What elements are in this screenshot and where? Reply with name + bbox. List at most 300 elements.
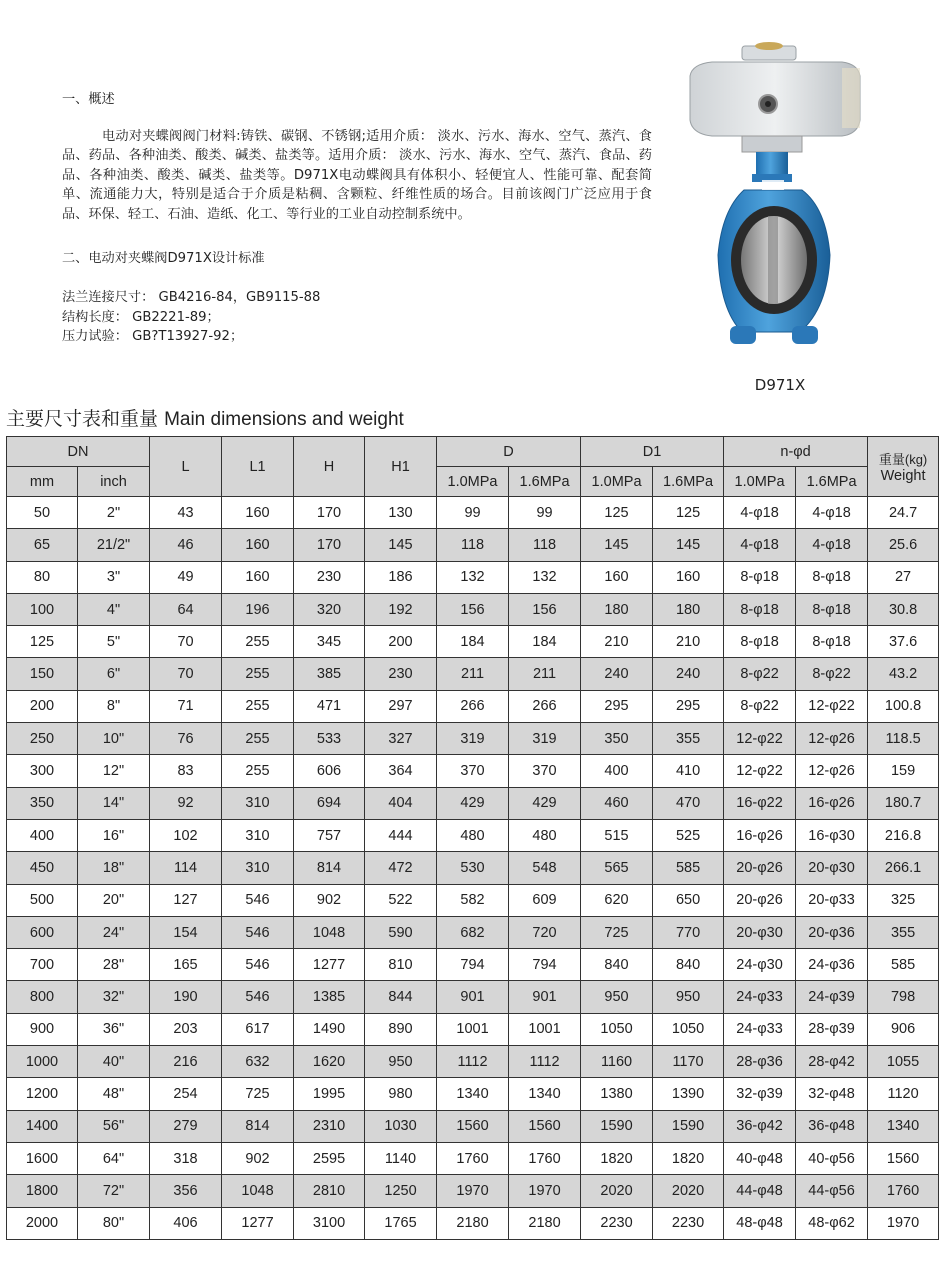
- cell-h: 345: [294, 626, 365, 658]
- cell-d1-10: 1820: [581, 1142, 653, 1174]
- cell-mm: 200: [7, 690, 78, 722]
- overview-paragraph: 电动对夹蝶阀阀门材料:铸铁、碳钢、不锈钢;适用介质： 淡水、污水、海水、空气、蒸汽、食品、药品、各种油类、酸类、碱类、盐类等。适用介质： 淡水、污水、海水、空气、蒸汽、食品、药品、各种油类、酸类、碱类、盐类等。D971X电动蝶阀具有体积小、轻便宜人、性能可靠、配套简单、流通能力大，特别是适合于介质是粘稠、含颗粒、纤维性质的场合。目前该阀门广泛应用于食品、环保、轻工、石油、造纸、化工、等行业的工业自动控制系统中。: [62, 128, 652, 222]
- cell-inch: 56": [78, 1110, 150, 1142]
- cell-mm: 800: [7, 981, 78, 1013]
- cell-l: 76: [150, 723, 222, 755]
- table-row: [7, 819, 939, 851]
- cell-n-16: 32-φ48: [796, 1078, 868, 1110]
- cell-d1-10: 2020: [581, 1175, 653, 1207]
- cell-l: 43: [150, 497, 222, 529]
- cell-n-10: 40-φ48: [724, 1142, 796, 1174]
- cell-n-10: 16-φ22: [724, 787, 796, 819]
- cell-h1: 472: [365, 852, 437, 884]
- cell-mm: 1200: [7, 1078, 78, 1110]
- cell-d-10: 156: [437, 593, 509, 625]
- cell-n-10: 8-φ18: [724, 561, 796, 593]
- cell-d-10: 682: [437, 916, 509, 948]
- table-body: [7, 497, 939, 1240]
- cell-d1-10: 1050: [581, 1013, 653, 1045]
- cell-inch: 48": [78, 1078, 150, 1110]
- intro-section: [62, 86, 652, 347]
- cell-d1-16: 2020: [653, 1175, 724, 1207]
- cell-n-10: 48-φ48: [724, 1207, 796, 1239]
- cell-h: 230: [294, 561, 365, 593]
- cell-h1: 844: [365, 981, 437, 1013]
- cell-n-16: 40-φ56: [796, 1142, 868, 1174]
- cell-d1-16: 1050: [653, 1013, 724, 1045]
- table-row: [7, 787, 939, 819]
- cell-d1-10: 350: [581, 723, 653, 755]
- table-row: [7, 529, 939, 561]
- cell-d1-10: 1590: [581, 1110, 653, 1142]
- standard-length: 结构长度： GB2221-89；: [62, 309, 220, 325]
- cell-n-10: 36-φ42: [724, 1110, 796, 1142]
- cell-d-10: 1340: [437, 1078, 509, 1110]
- cell-d-16: 548: [509, 852, 581, 884]
- cell-d1-16: 470: [653, 787, 724, 819]
- cell-d1-10: 160: [581, 561, 653, 593]
- cell-h: 170: [294, 529, 365, 561]
- cell-d-10: 1001: [437, 1013, 509, 1045]
- cell-mm: 65: [7, 529, 78, 561]
- cell-n-16: 36-φ48: [796, 1110, 868, 1142]
- cell-mm: 50: [7, 497, 78, 529]
- cell-d-16: 480: [509, 819, 581, 851]
- cell-d-10: 319: [437, 723, 509, 755]
- header-d1-10: 1.0MPa: [581, 467, 653, 497]
- cell-inch: 6": [78, 658, 150, 690]
- cell-d1-10: 620: [581, 884, 653, 916]
- cell-n-16: 48-φ62: [796, 1207, 868, 1239]
- cell-mm: 80: [7, 561, 78, 593]
- header-dn: DN: [7, 437, 150, 467]
- cell-d-16: 1001: [509, 1013, 581, 1045]
- cell-d1-16: 210: [653, 626, 724, 658]
- cell-inch: 14": [78, 787, 150, 819]
- cell-h: 1620: [294, 1046, 365, 1078]
- cell-h: 694: [294, 787, 365, 819]
- cell-d1-16: 160: [653, 561, 724, 593]
- header-l: L: [150, 437, 222, 497]
- cell-l: 49: [150, 561, 222, 593]
- table-row: [7, 884, 939, 916]
- cell-weight: 355: [868, 916, 939, 948]
- cell-h: 757: [294, 819, 365, 851]
- cell-weight: 24.7: [868, 497, 939, 529]
- cell-mm: 125: [7, 626, 78, 658]
- cell-h: 170: [294, 497, 365, 529]
- cell-n-16: 24-φ39: [796, 981, 868, 1013]
- cell-l: 92: [150, 787, 222, 819]
- cell-d-10: 118: [437, 529, 509, 561]
- cell-l: 83: [150, 755, 222, 787]
- cell-n-10: 8-φ22: [724, 690, 796, 722]
- cell-l: 70: [150, 658, 222, 690]
- cell-inch: 8": [78, 690, 150, 722]
- cell-h: 471: [294, 690, 365, 722]
- cell-d1-16: 410: [653, 755, 724, 787]
- cell-l: 165: [150, 949, 222, 981]
- cell-l: 254: [150, 1078, 222, 1110]
- cell-h: 385: [294, 658, 365, 690]
- cell-n-16: 8-φ18: [796, 626, 868, 658]
- cell-n-10: 24-φ30: [724, 949, 796, 981]
- cell-n-10: 24-φ33: [724, 1013, 796, 1045]
- cell-d1-16: 295: [653, 690, 724, 722]
- cell-inch: 20": [78, 884, 150, 916]
- header-weight: [868, 437, 939, 497]
- cell-h: 533: [294, 723, 365, 755]
- cell-d-16: 901: [509, 981, 581, 1013]
- cell-h: 2810: [294, 1175, 365, 1207]
- cell-d-10: 266: [437, 690, 509, 722]
- cell-h: 902: [294, 884, 365, 916]
- cell-d-16: 1970: [509, 1175, 581, 1207]
- header-h1: H1: [365, 437, 437, 497]
- cell-mm: 100: [7, 593, 78, 625]
- cell-weight: 325: [868, 884, 939, 916]
- cell-n-16: 8-φ18: [796, 593, 868, 625]
- cell-h1: 522: [365, 884, 437, 916]
- cell-inch: 10": [78, 723, 150, 755]
- header-weight-cn: 重量(kg): [878, 452, 928, 467]
- header-h: H: [294, 437, 365, 497]
- cell-h1: 1140: [365, 1142, 437, 1174]
- cell-h1: 186: [365, 561, 437, 593]
- table-row: [7, 593, 939, 625]
- cell-weight: 266.1: [868, 852, 939, 884]
- table-row: [7, 852, 939, 884]
- cell-d-10: 184: [437, 626, 509, 658]
- table-row: [7, 561, 939, 593]
- standard-flange: 法兰连接尺寸： GB4216-84，GB9115-88: [62, 290, 321, 306]
- cell-weight: 1970: [868, 1207, 939, 1239]
- cell-d-16: 118: [509, 529, 581, 561]
- cell-d1-16: 125: [653, 497, 724, 529]
- cell-n-10: 44-φ48: [724, 1175, 796, 1207]
- cell-d-16: 2180: [509, 1207, 581, 1239]
- cell-weight: 118.5: [868, 723, 939, 755]
- cell-h: 1490: [294, 1013, 365, 1045]
- cell-inch: 18": [78, 852, 150, 884]
- header-d-16: 1.6MPa: [509, 467, 581, 497]
- cell-d-16: 1760: [509, 1142, 581, 1174]
- cell-d-10: 582: [437, 884, 509, 916]
- cell-l: 356: [150, 1175, 222, 1207]
- cell-d1-16: 585: [653, 852, 724, 884]
- cell-d-16: 319: [509, 723, 581, 755]
- cell-n-10: 32-φ39: [724, 1078, 796, 1110]
- cell-h: 1048: [294, 916, 365, 948]
- cell-inch: 12": [78, 755, 150, 787]
- cell-d-16: 266: [509, 690, 581, 722]
- cell-d-16: 609: [509, 884, 581, 916]
- cell-n-10: 8-φ18: [724, 626, 796, 658]
- cell-inch: 28": [78, 949, 150, 981]
- cell-n-10: 24-φ33: [724, 981, 796, 1013]
- cell-weight: 1760: [868, 1175, 939, 1207]
- cell-d-16: 99: [509, 497, 581, 529]
- cell-inch: 36": [78, 1013, 150, 1045]
- table-title-en: Main dimensions and weight: [164, 409, 404, 430]
- cell-l1: 255: [222, 658, 294, 690]
- cell-h1: 200: [365, 626, 437, 658]
- cell-l1: 814: [222, 1110, 294, 1142]
- cell-mm: 350: [7, 787, 78, 819]
- cell-l1: 255: [222, 755, 294, 787]
- cell-d-10: 1112: [437, 1046, 509, 1078]
- cell-n-16: 28-φ39: [796, 1013, 868, 1045]
- cell-h: 1995: [294, 1078, 365, 1110]
- cell-mm: 400: [7, 819, 78, 851]
- cell-n-10: 12-φ22: [724, 723, 796, 755]
- cell-l1: 255: [222, 723, 294, 755]
- cell-inch: 64": [78, 1142, 150, 1174]
- cell-d1-10: 125: [581, 497, 653, 529]
- header-l1: L1: [222, 437, 294, 497]
- cell-d-16: 211: [509, 658, 581, 690]
- header-inch: inch: [78, 467, 150, 497]
- cell-n-10: 4-φ18: [724, 529, 796, 561]
- cell-n-10: 28-φ36: [724, 1046, 796, 1078]
- cell-mm: 450: [7, 852, 78, 884]
- cell-l1: 632: [222, 1046, 294, 1078]
- cell-weight: 43.2: [868, 658, 939, 690]
- cell-d-16: 720: [509, 916, 581, 948]
- cell-h: 320: [294, 593, 365, 625]
- cell-n-10: 8-φ18: [724, 593, 796, 625]
- cell-l: 216: [150, 1046, 222, 1078]
- dimensions-table: [6, 436, 939, 1240]
- cell-inch: 2": [78, 497, 150, 529]
- cell-h1: 980: [365, 1078, 437, 1110]
- cell-l: 64: [150, 593, 222, 625]
- table-row: [7, 916, 939, 948]
- table-row: [7, 690, 939, 722]
- cell-n-10: 4-φ18: [724, 497, 796, 529]
- header-n: n-φd: [724, 437, 868, 467]
- cell-l: 114: [150, 852, 222, 884]
- table-row: [7, 723, 939, 755]
- cell-h1: 192: [365, 593, 437, 625]
- table-title: [6, 404, 404, 431]
- cell-weight: 27: [868, 561, 939, 593]
- overview-heading: 一、概述: [62, 92, 115, 107]
- cell-n-16: 12-φ22: [796, 690, 868, 722]
- cell-l1: 160: [222, 561, 294, 593]
- cell-weight: 159: [868, 755, 939, 787]
- cell-mm: 250: [7, 723, 78, 755]
- cell-n-10: 20-φ26: [724, 852, 796, 884]
- cell-d1-16: 650: [653, 884, 724, 916]
- cell-l1: 546: [222, 916, 294, 948]
- cell-h1: 1030: [365, 1110, 437, 1142]
- cell-d-10: 794: [437, 949, 509, 981]
- standards-heading: 二、电动对夹蝶阀D971X设计标准: [62, 250, 265, 266]
- cell-d-10: 480: [437, 819, 509, 851]
- cell-d-10: 901: [437, 981, 509, 1013]
- table-row: [7, 755, 939, 787]
- cell-inch: 72": [78, 1175, 150, 1207]
- cell-weight: 1560: [868, 1142, 939, 1174]
- cell-weight: 25.6: [868, 529, 939, 561]
- table-row: [7, 626, 939, 658]
- cell-d-16: 429: [509, 787, 581, 819]
- table-row: [7, 658, 939, 690]
- cell-l: 127: [150, 884, 222, 916]
- cell-l: 71: [150, 690, 222, 722]
- cell-d1-10: 400: [581, 755, 653, 787]
- cell-d-16: 1340: [509, 1078, 581, 1110]
- cell-weight: 906: [868, 1013, 939, 1045]
- cell-n-16: 16-φ26: [796, 787, 868, 819]
- cell-d1-10: 725: [581, 916, 653, 948]
- cell-n-10: 20-φ30: [724, 916, 796, 948]
- cell-mm: 700: [7, 949, 78, 981]
- cell-d-16: 1560: [509, 1110, 581, 1142]
- cell-inch: 4": [78, 593, 150, 625]
- cell-d1-10: 840: [581, 949, 653, 981]
- cell-h1: 950: [365, 1046, 437, 1078]
- cell-n-16: 28-φ42: [796, 1046, 868, 1078]
- cell-mm: 1400: [7, 1110, 78, 1142]
- cell-d-16: 156: [509, 593, 581, 625]
- cell-d-10: 1970: [437, 1175, 509, 1207]
- cell-mm: 1000: [7, 1046, 78, 1078]
- cell-d1-16: 1390: [653, 1078, 724, 1110]
- cell-l1: 196: [222, 593, 294, 625]
- table-title-cn: 主要尺寸表和重量: [6, 408, 159, 430]
- cell-inch: 21/2": [78, 529, 150, 561]
- table-row: [7, 1142, 939, 1174]
- header-n-16: 1.6MPa: [796, 467, 868, 497]
- cell-h1: 1765: [365, 1207, 437, 1239]
- cell-h1: 1250: [365, 1175, 437, 1207]
- cell-d-10: 1760: [437, 1142, 509, 1174]
- cell-mm: 1600: [7, 1142, 78, 1174]
- cell-h1: 327: [365, 723, 437, 755]
- cell-d1-16: 840: [653, 949, 724, 981]
- cell-l1: 310: [222, 852, 294, 884]
- cell-h1: 590: [365, 916, 437, 948]
- header-d1-16: 1.6MPa: [653, 467, 724, 497]
- cell-h1: 145: [365, 529, 437, 561]
- cell-n-16: 4-φ18: [796, 497, 868, 529]
- cell-weight: 30.8: [868, 593, 939, 625]
- cell-d1-16: 2230: [653, 1207, 724, 1239]
- cell-d1-16: 770: [653, 916, 724, 948]
- cell-weight: 1340: [868, 1110, 939, 1142]
- cell-mm: 2000: [7, 1207, 78, 1239]
- cell-l1: 160: [222, 497, 294, 529]
- cell-d1-10: 950: [581, 981, 653, 1013]
- cell-d-10: 99: [437, 497, 509, 529]
- cell-l1: 255: [222, 690, 294, 722]
- cell-h1: 404: [365, 787, 437, 819]
- cell-h1: 890: [365, 1013, 437, 1045]
- cell-n-10: 16-φ26: [724, 819, 796, 851]
- cell-mm: 900: [7, 1013, 78, 1045]
- standards-list: [62, 288, 652, 347]
- cell-l1: 546: [222, 949, 294, 981]
- cell-d1-16: 950: [653, 981, 724, 1013]
- cell-d-10: 132: [437, 561, 509, 593]
- cell-d1-10: 2230: [581, 1207, 653, 1239]
- cell-d1-10: 145: [581, 529, 653, 561]
- table-row: [7, 1013, 939, 1045]
- cell-h: 3100: [294, 1207, 365, 1239]
- cell-d1-16: 145: [653, 529, 724, 561]
- product-caption: D971X: [754, 376, 806, 394]
- cell-n-10: 12-φ22: [724, 755, 796, 787]
- cell-inch: 32": [78, 981, 150, 1013]
- cell-d1-10: 295: [581, 690, 653, 722]
- cell-h: 1385: [294, 981, 365, 1013]
- header-n-10: 1.0MPa: [724, 467, 796, 497]
- cell-l1: 546: [222, 884, 294, 916]
- cell-weight: 216.8: [868, 819, 939, 851]
- cell-l1: 310: [222, 787, 294, 819]
- cell-l: 154: [150, 916, 222, 948]
- cell-d-10: 2180: [437, 1207, 509, 1239]
- cell-weight: 37.6: [868, 626, 939, 658]
- cell-l1: 617: [222, 1013, 294, 1045]
- cell-h: 814: [294, 852, 365, 884]
- cell-d1-10: 460: [581, 787, 653, 819]
- cell-l: 203: [150, 1013, 222, 1045]
- cell-mm: 150: [7, 658, 78, 690]
- cell-l1: 1048: [222, 1175, 294, 1207]
- cell-n-16: 12-φ26: [796, 755, 868, 787]
- cell-l: 70: [150, 626, 222, 658]
- cell-inch: 40": [78, 1046, 150, 1078]
- cell-d-16: 1112: [509, 1046, 581, 1078]
- cell-d-16: 132: [509, 561, 581, 593]
- table-row: [7, 1078, 939, 1110]
- table-row: [7, 1110, 939, 1142]
- cell-inch: 5": [78, 626, 150, 658]
- cell-l: 318: [150, 1142, 222, 1174]
- cell-weight: 180.7: [868, 787, 939, 819]
- cell-l: 279: [150, 1110, 222, 1142]
- cell-d-10: 370: [437, 755, 509, 787]
- header-mm: mm: [7, 467, 78, 497]
- cell-l1: 255: [222, 626, 294, 658]
- cell-h: 2310: [294, 1110, 365, 1142]
- cell-n-16: 16-φ30: [796, 819, 868, 851]
- cell-d1-10: 565: [581, 852, 653, 884]
- table-row: [7, 1175, 939, 1207]
- cell-l1: 160: [222, 529, 294, 561]
- cell-n-16: 20-φ33: [796, 884, 868, 916]
- cell-d-16: 184: [509, 626, 581, 658]
- cell-d-10: 429: [437, 787, 509, 819]
- cell-h1: 364: [365, 755, 437, 787]
- cell-weight: 798: [868, 981, 939, 1013]
- cell-n-16: 4-φ18: [796, 529, 868, 561]
- cell-n-16: 12-φ26: [796, 723, 868, 755]
- header-d1: D1: [581, 437, 724, 467]
- cell-weight: 1055: [868, 1046, 939, 1078]
- cell-l: 406: [150, 1207, 222, 1239]
- cell-inch: 16": [78, 819, 150, 851]
- cell-n-16: 20-φ36: [796, 916, 868, 948]
- cell-d1-10: 515: [581, 819, 653, 851]
- cell-l: 46: [150, 529, 222, 561]
- cell-h1: 297: [365, 690, 437, 722]
- cell-d1-10: 1380: [581, 1078, 653, 1110]
- cell-l1: 310: [222, 819, 294, 851]
